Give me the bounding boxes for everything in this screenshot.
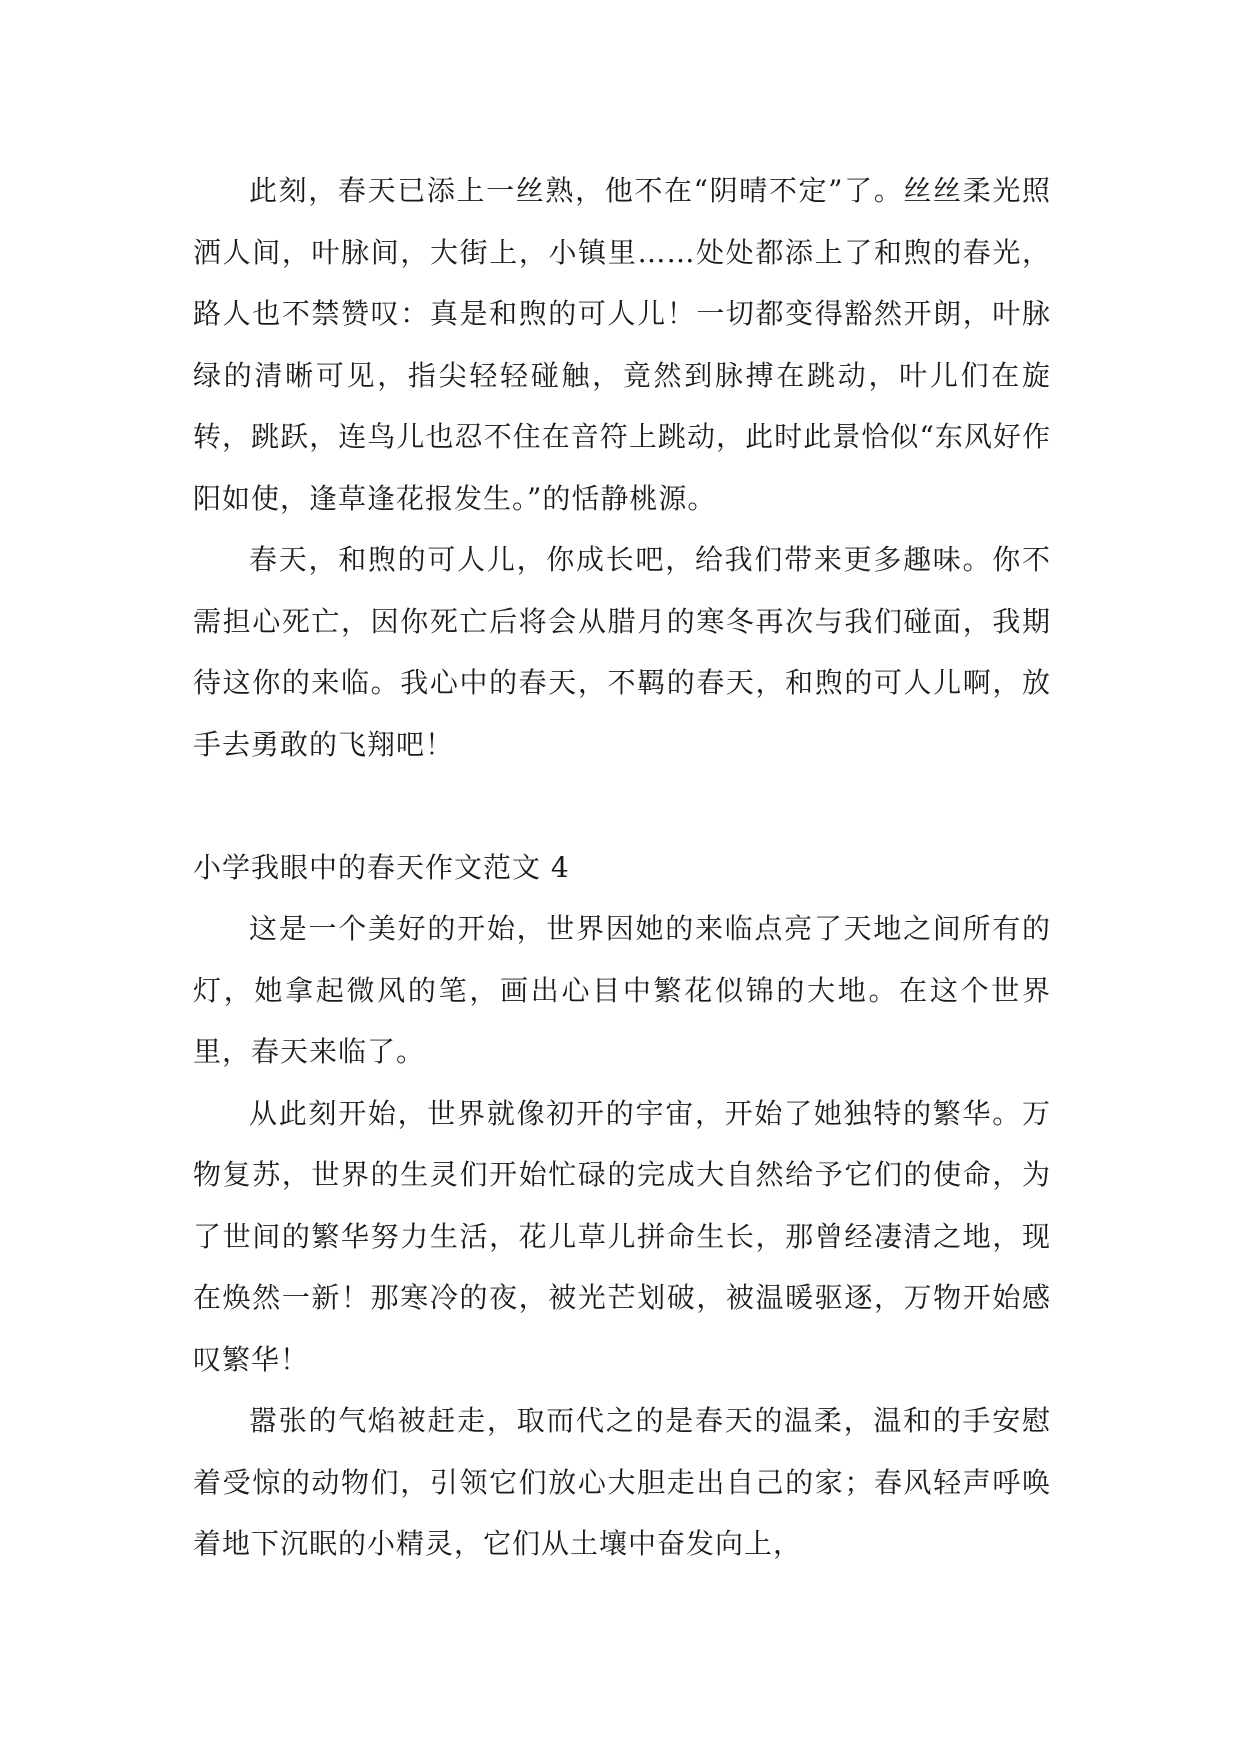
paragraph: 这是一个美好的开始，世界因她的来临点亮了天地之间所有的灯，她拿起微风的笔，画出心目中繁花似锦的大地。在这个世界里，春天来临了。 xyxy=(193,912,1051,1068)
document-body xyxy=(193,160,1051,1575)
section-title: 小学我眼中的春天作文范文 4 xyxy=(193,850,570,884)
paragraph: 嚣张的气焰被赶走，取而代之的是春天的温柔，温和的手安慰着受惊的动物们，引领它们放心大胆走出自己的家；春风轻声呼唤着地下沉眠的小精灵，它们从土壤中奋发向上， xyxy=(193,1404,1051,1560)
paragraph: 此刻，春天已添上一丝熟，他不在“阴晴不定”了。丝丝柔光照洒人间，叶脉间，大街上，小镇里……处处都添上了和煦的春光，路人也不禁赞叹：真是和煦的可人儿！一切都变得豁然开朗，叶脉绿的清晰可见，指尖轻轻碰触，竟然到脉搏在跳动，叶儿们在旋转，跳跃，连鸟儿也忍不住在音符上跳动，此时此景恰似“东风好作阳如使，逢草逢花报发生。”的恬静桃源。 xyxy=(193,174,1051,515)
paragraph: 从此刻开始，世界就像初开的宇宙，开始了她独特的繁华。万物复苏，世界的生灵们开始忙碌的完成大自然给予它们的使命，为了世间的繁华努力生活，花儿草儿拼命生长，那曾经凄清之地，现在焕然一新！那寒冷的夜，被光芒划破，被温暖驱逐，万物开始感叹繁华！ xyxy=(193,1096,1051,1376)
paragraph: 春天，和煦的可人儿，你成长吧，给我们带来更多趣味。你不需担心死亡，因你死亡后将会从腊月的寒冬再次与我们碰面，我期待这你的来临。我心中的春天，不羁的春天，和煦的可人儿啊，放手去勇敢的飞翔吧！ xyxy=(193,543,1051,761)
